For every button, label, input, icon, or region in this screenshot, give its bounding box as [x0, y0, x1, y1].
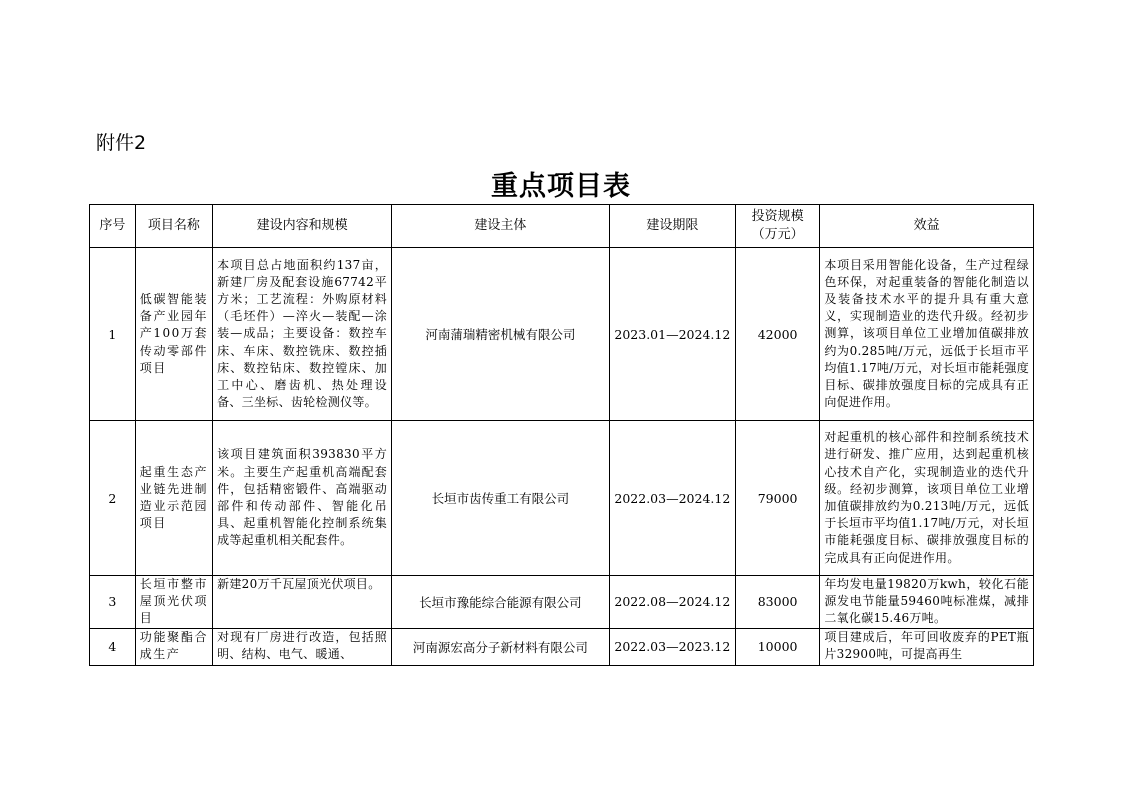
- row-entity: 长垣市齿传重工有限公司: [392, 421, 610, 576]
- header-content: 建设内容和规模: [213, 205, 392, 248]
- row-name-text: 功能聚酯合成生产: [139, 629, 209, 661]
- row-content-text: 对现有厂房进行改造，包括照明、结构、电气、暖通、: [217, 629, 388, 661]
- row-period: 2023.01—2024.12: [609, 248, 735, 421]
- header-name: 项目名称: [135, 205, 212, 248]
- row-content: 新建20万千瓦屋顶光伏项目。: [213, 576, 392, 629]
- row-seq: 1: [90, 248, 136, 421]
- row-benefit: [820, 628, 1034, 665]
- header-benefit: 效益: [820, 205, 1034, 248]
- table-row: [90, 421, 1034, 576]
- row-seq: 2: [90, 421, 136, 576]
- row-content: 该项目建筑面积393830平方米。主要生产起重机高端配套件，包括精密锻件、高端驱动部件和传动部件、智能化吊具、起重机智能化控制系统集成等起重机相关配套件。: [213, 421, 392, 576]
- attachment-label: 附件2: [96, 132, 147, 154]
- table-row: [90, 576, 1034, 629]
- row-seq: 3: [90, 576, 136, 629]
- row-name: [135, 628, 212, 665]
- row-content: [213, 628, 392, 665]
- project-table-container: [89, 204, 1034, 666]
- row-investment: 10000: [735, 628, 819, 665]
- row-name: 起重生态产业链先进制造业示范园项目: [135, 421, 212, 576]
- row-content: 本项目总占地面积约137亩，新建厂房及配套设施67742平方米；工艺流程：外购原材料（毛坯件）—淬火—装配—涂装—成品；主要设备：数控车床、车床、数控铣床、数控插床、数控钻床、数控镗床、加工中心、磨齿机、热处理设备、三坐标、齿轮检测仪等。: [213, 248, 392, 421]
- row-investment: 79000: [735, 421, 819, 576]
- table-header-row: [90, 205, 1034, 248]
- row-seq: 4: [90, 628, 136, 665]
- project-table: [89, 204, 1034, 666]
- table-row: [90, 248, 1034, 421]
- row-name: 长垣市整市屋顶光伏项目: [135, 576, 212, 629]
- row-benefit: 对起重机的核心部件和控制系统技术进行研发、推广应用，达到起重机核心技术自产化，实现制造业的迭代升级。经初步测算，该项目单位工业增加值碳排放约为0.213吨/万元，远低于长垣市平均值1.17吨/万元，对长垣市能耗强度目标、碳排放强度目标的完成具有正向促进作用。: [820, 421, 1034, 576]
- row-period: 2022.03—2024.12: [609, 421, 735, 576]
- row-investment: 83000: [735, 576, 819, 629]
- row-investment: 42000: [735, 248, 819, 421]
- row-entity: 河南源宏高分子新材料有限公司: [392, 628, 610, 665]
- header-seq: 序号: [90, 205, 136, 248]
- row-period: 2022.03—2023.12: [609, 628, 735, 665]
- row-benefit-text: 项目建成后，年可回收废弃的PET瓶片32900吨，可提高再生: [824, 629, 1029, 661]
- row-entity: 河南蒲瑞精密机械有限公司: [392, 248, 610, 421]
- row-name: 低碳智能装备产业园年产100万套传动零部件项目: [135, 248, 212, 421]
- row-entity: 长垣市豫能综合能源有限公司: [392, 576, 610, 629]
- header-period: 建设期限: [609, 205, 735, 248]
- row-benefit: 本项目采用智能化设备，生产过程绿色环保，对起重装备的智能化制造以及装备技术水平的提升具有重大意义，实现制造业的迭代升级。经初步测算，该项目单位工业增加值碳排放约为0.285吨/万元，远低于长垣市平均值1.17吨/万元，对长垣市能耗强度目标、碳排放强度目标的完成具有正向促进作用。: [820, 248, 1034, 421]
- document-title: 重点项目表: [491, 171, 631, 202]
- header-investment: 投资规模（万元）: [735, 205, 819, 248]
- row-benefit: 年均发电量19820万kwh，较化石能源发电节能量59460吨标准煤，减排二氧化碳15.46万吨。: [820, 576, 1034, 629]
- header-entity: 建设主体: [392, 205, 610, 248]
- row-period: 2022.08—2024.12: [609, 576, 735, 629]
- table-row: [90, 628, 1034, 665]
